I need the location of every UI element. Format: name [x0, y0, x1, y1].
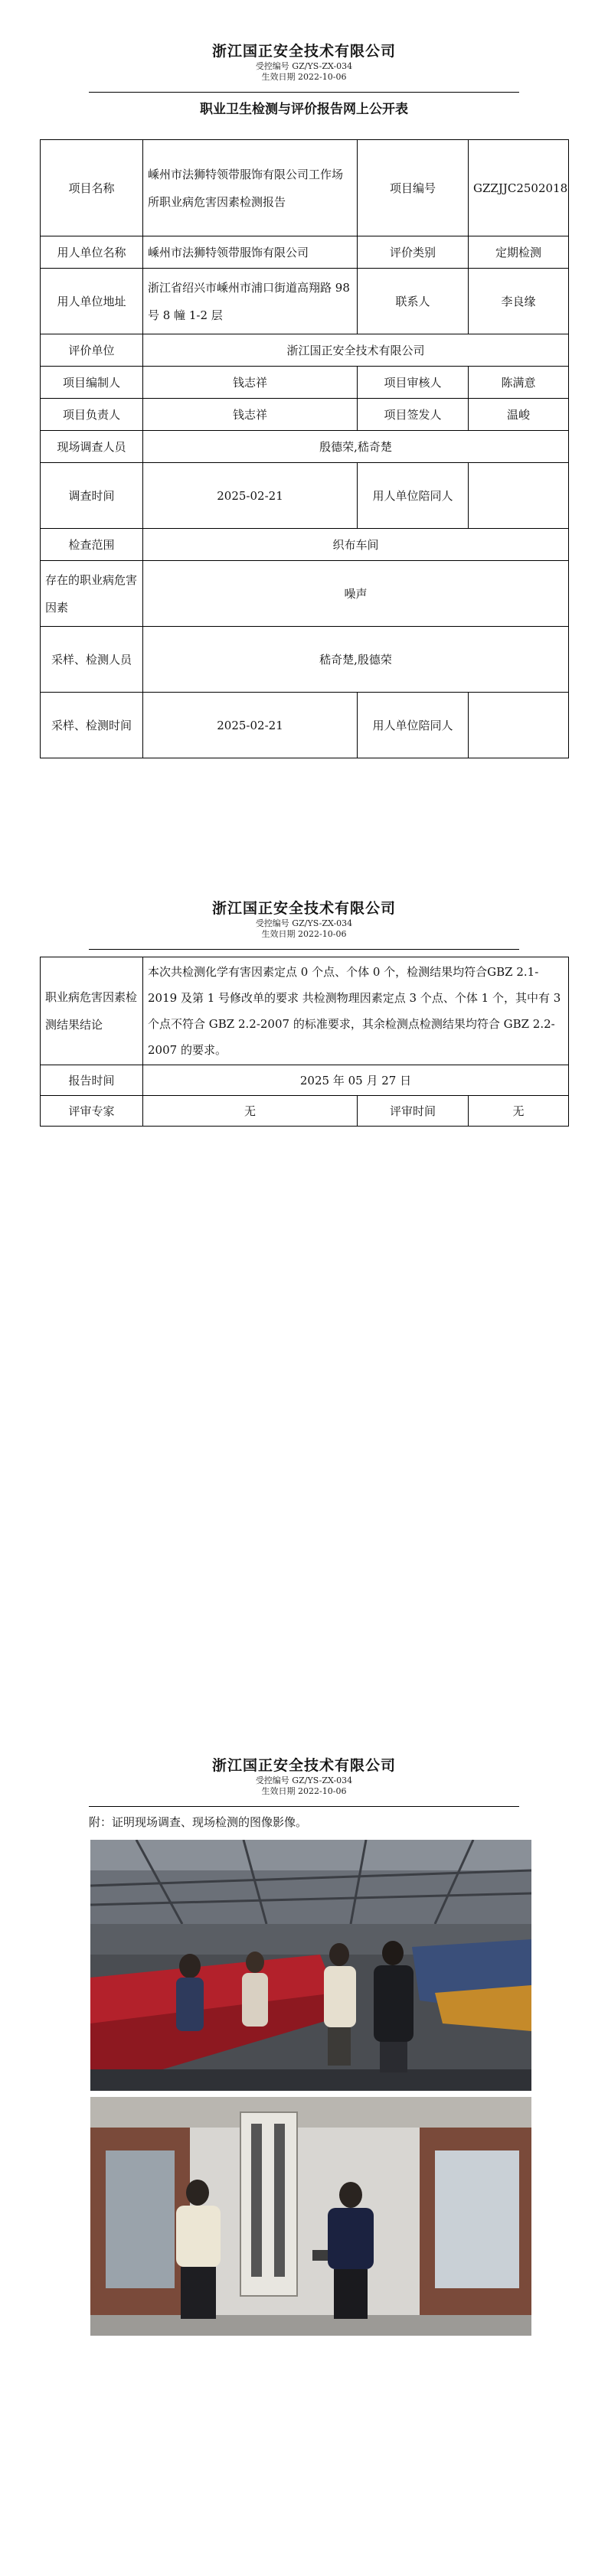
label-cell: 用人单位陪同人 — [358, 463, 469, 529]
value-cell: 浙江国正安全技术有限公司 — [143, 334, 569, 367]
value-cell: 李良缘 — [469, 269, 569, 334]
value-cell: 无 — [143, 1096, 358, 1127]
table-row — [41, 431, 569, 463]
label-cell: 用人单位陪同人 — [358, 693, 469, 758]
page-header — [0, 898, 608, 940]
control-number: 受控编号 GZ/YS-ZX-034 — [255, 918, 353, 928]
workshop-photo — [90, 1840, 531, 2091]
value-cell: 嵊州市法狮特领带服饰有限公司 — [143, 236, 358, 269]
label-cell: 项目审核人 — [358, 367, 469, 399]
header-rule — [89, 92, 519, 93]
company-name: 浙江国正安全技术有限公司 — [211, 900, 396, 917]
value-cell: 噪声 — [143, 561, 569, 627]
value-cell: 嵇奇楚,殷德荣 — [143, 627, 569, 693]
table-row — [41, 627, 569, 693]
label-cell: 报告时间 — [41, 1065, 143, 1096]
header-rule — [89, 949, 519, 950]
effective-date: 生效日期 2022-10-06 — [261, 1786, 347, 1796]
value-cell — [469, 463, 569, 529]
value-cell: 织布车间 — [143, 529, 569, 561]
label-cell: 项目名称 — [41, 140, 143, 236]
label-cell: 用人单位地址 — [41, 269, 143, 334]
table-row — [41, 269, 569, 334]
attachment-note: 附：证明现场调查、现场检测的图像影像。 — [89, 1815, 308, 1829]
report-table — [40, 139, 569, 758]
value-cell: 殷德荣,嵇奇楚 — [143, 431, 569, 463]
table-row — [41, 399, 569, 431]
company-name: 浙江国正安全技术有限公司 — [211, 1757, 396, 1774]
effective-date: 生效日期 2022-10-06 — [261, 72, 347, 82]
label-cell: 评审时间 — [358, 1096, 469, 1127]
value-cell — [469, 693, 569, 758]
table-row — [41, 693, 569, 758]
value-cell: 温峻 — [469, 399, 569, 431]
value-cell: 嵊州市法狮特领带服饰有限公司工作场所职业病危害因素检测报告 — [143, 140, 358, 236]
table-row — [41, 529, 569, 561]
value-cell: GZZJJC2502018 — [469, 140, 569, 236]
label-cell: 用人单位名称 — [41, 236, 143, 269]
header-rule — [89, 1806, 519, 1807]
label-cell: 评审专家 — [41, 1096, 143, 1127]
control-number: 受控编号 GZ/YS-ZX-034 — [255, 61, 353, 71]
label-cell: 现场调查人员 — [41, 431, 143, 463]
label-cell: 项目编号 — [358, 140, 469, 236]
company-gate-photo — [90, 2097, 531, 2336]
label-cell: 项目签发人 — [358, 399, 469, 431]
label-cell: 评价单位 — [41, 334, 143, 367]
table-row — [41, 236, 569, 269]
page-header — [0, 41, 608, 83]
table-row — [41, 957, 569, 1065]
value-cell: 2025 年 05 月 27 日 — [143, 1065, 569, 1096]
page-title: 职业卫生检测与评价报告网上公开表 — [200, 102, 408, 117]
label-cell: 采样、检测人员 — [41, 627, 143, 693]
label-cell: 联系人 — [358, 269, 469, 334]
table-row — [41, 561, 569, 627]
table-row — [41, 334, 569, 367]
label-cell: 项目负责人 — [41, 399, 143, 431]
label-cell: 存在的职业病危害因素 — [41, 561, 143, 627]
value-cell: 2025-02-21 — [143, 463, 358, 529]
label-cell: 职业病危害因素检测结果结论 — [41, 957, 143, 1065]
company-gate-photo-image — [90, 2097, 531, 2336]
value-cell: 本次共检测化学有害因素定点 0 个点、个体 0 个，检测结果均符合GBZ 2.1-2019 及第 1 号修改单的要求 共检测物理因素定点 3 个点、个体 1 个，其中有 3 个点不符合 GBZ 2.2-2007 的标准要求，其余检测点检测结果均符合 GBZ 2.2-2007 的要求。 — [143, 957, 569, 1065]
label-cell: 项目编制人 — [41, 367, 143, 399]
table-row — [41, 367, 569, 399]
effective-date: 生效日期 2022-10-06 — [261, 929, 347, 939]
table-row — [41, 1065, 569, 1096]
page-header — [0, 1756, 608, 1797]
value-cell: 陈满意 — [469, 367, 569, 399]
label-cell: 采样、检测时间 — [41, 693, 143, 758]
table-row — [41, 1096, 569, 1127]
value-cell: 浙江省绍兴市嵊州市浦口街道高翔路 98 号 8 幢 1-2 层 — [143, 269, 358, 334]
company-name: 浙江国正安全技术有限公司 — [211, 43, 396, 60]
table-row — [41, 140, 569, 236]
control-number: 受控编号 GZ/YS-ZX-034 — [255, 1775, 353, 1785]
label-cell: 检查范围 — [41, 529, 143, 561]
label-cell: 评价类别 — [358, 236, 469, 269]
workshop-photo-image — [90, 1840, 531, 2091]
value-cell: 钱志祥 — [143, 367, 358, 399]
conclusion-table — [40, 957, 569, 1127]
table-row — [41, 463, 569, 529]
label-cell: 调查时间 — [41, 463, 143, 529]
value-cell: 钱志祥 — [143, 399, 358, 431]
value-cell: 无 — [469, 1096, 569, 1127]
value-cell: 定期检测 — [469, 236, 569, 269]
value-cell: 2025-02-21 — [143, 693, 358, 758]
